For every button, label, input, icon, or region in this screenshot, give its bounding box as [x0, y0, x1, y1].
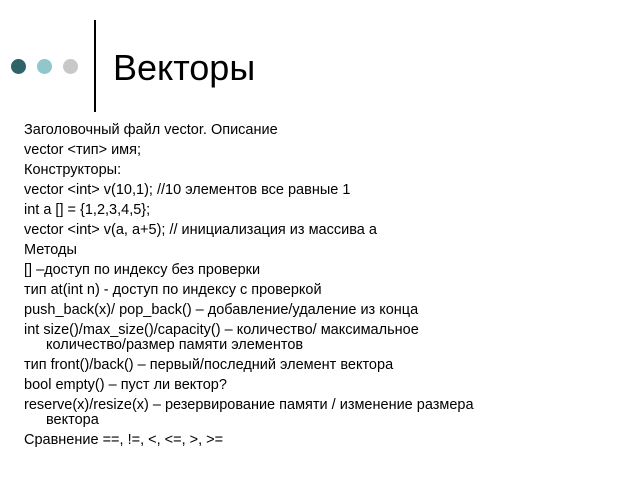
body-line-reserve — [24, 395, 624, 430]
body-line-front-back: тип front()/back() – первый/последний элемент вектора — [24, 357, 394, 373]
decorative-dot-gray — [63, 59, 78, 74]
body-line-push-pop: push_back(x)/ pop_back() – добавление/удаление из конца — [24, 302, 419, 318]
body-line-size-part-2: количество/размер памяти элементов — [46, 337, 304, 353]
body-line-comparison: Сравнение ==, !=, <, <=, >, >= — [24, 432, 224, 448]
body-line-constructor-range: vector <int> v(a, a+5); // инициализация из массива а — [24, 222, 377, 238]
body-line-at-access: тип at(int n) - доступ по индексу с проверкой — [24, 282, 322, 298]
body-line-index-access: [] –доступ по индексу без проверки — [24, 262, 261, 278]
body-line-declaration: vector <тип> имя; — [24, 142, 142, 158]
body-line-reserve-part-2: вектора — [46, 412, 99, 428]
body-line-array-init: int a [] = {1,2,3,4,5}; — [24, 202, 151, 218]
decorative-dot-dark — [11, 59, 26, 74]
body-line-size — [24, 320, 624, 355]
body-line-header-file: Заголовочный файл vector. Описание — [24, 122, 278, 138]
body-line-size-part-1: int size()/max_size()/capacity() – количество/ максимальное — [24, 322, 419, 338]
body-line-constructors-heading: Конструкторы: — [24, 162, 122, 178]
slide-title: Векторы — [113, 47, 256, 88]
body-line-methods-heading: Методы — [24, 242, 77, 258]
slide-body — [24, 120, 624, 450]
body-line-empty: bool empty() – пуст ли вектор? — [24, 377, 227, 393]
body-line-reserve-part-1: reserve(x)/resize(x) – резервирование памяти / изменение размера — [24, 397, 474, 413]
body-line-constructor-fill: vector <int> v(10,1); //10 элементов все равные 1 — [24, 182, 351, 198]
title-divider — [94, 20, 96, 112]
decorative-dot-light — [37, 59, 52, 74]
